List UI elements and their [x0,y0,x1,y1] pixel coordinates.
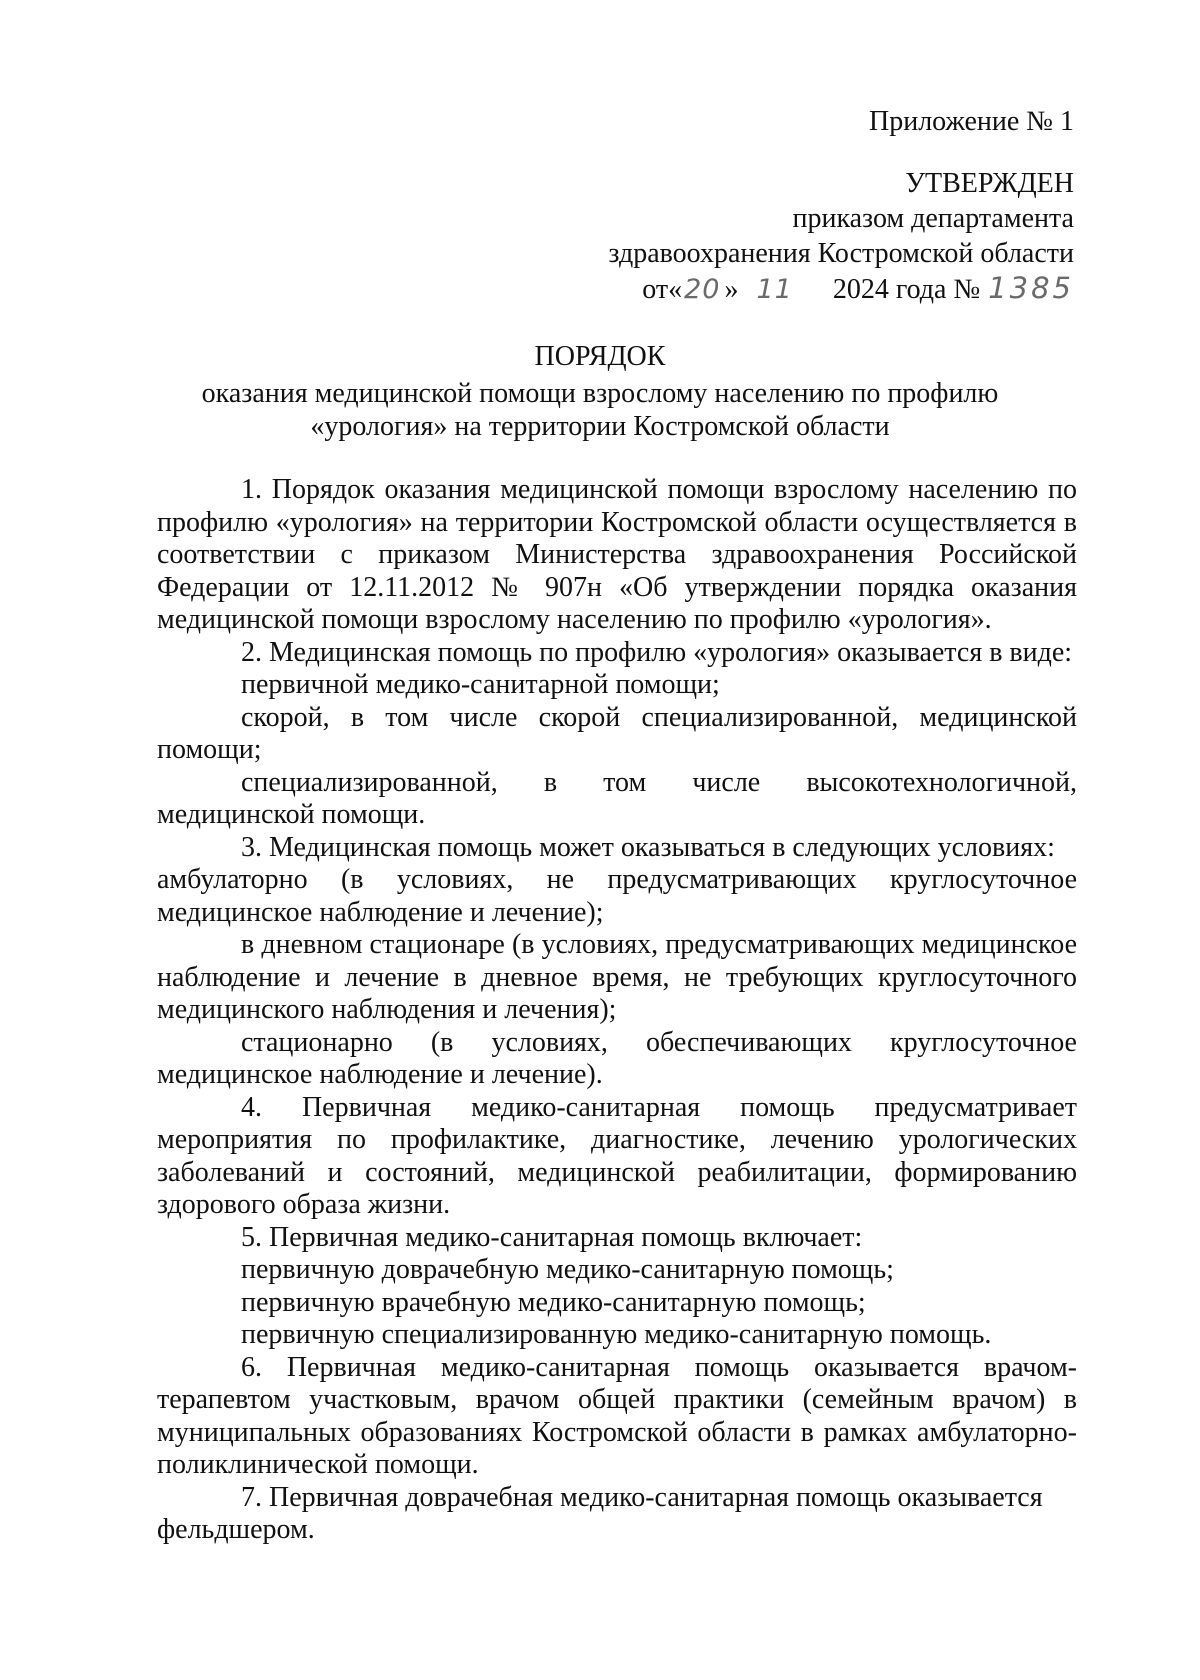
paragraph-3-item-2: в дневном стационаре (в условиях, предусматривающих медицинское наблюдение и лечение в дневное время, не требующих круглосуточного медицинского наблюдения и лечения); [157,929,1077,1025]
date-prefix: от [642,274,669,305]
date-quote-close: » [724,274,739,305]
handwritten-month: 11 [756,274,793,305]
appendix-label: Приложение № 1 [869,106,1074,137]
approved-label: УТВЕРЖДЕН [905,168,1074,199]
order-date-line [608,271,1074,307]
paragraph-3-item-3: стационарно (в условиях, обеспечивающих круглосуточное медицинское наблюдение и лечение). [157,1026,1077,1090]
paragraph-7: 7. Первичная доврачебная медико-санитарная помощь оказывается фельдшером. [157,1481,1043,1545]
handwritten-day: 20 [684,274,721,305]
paragraph-2-item-3: специализированной, в том числе высокотехнологичной, медицинской помощи. [157,766,1077,830]
year-text: 2024 года № [832,274,981,305]
paragraph-6: 6. Первичная медико-санитарная помощь оказывается врачом-терапевтом участковым, врачом общей практики (семейным врачом) в муниципальных образованиях Костромской области в рамках амбулаторно-поликлинической помощи. [157,1351,1077,1480]
order-line-1: приказом департамента [792,203,1074,234]
paragraph-2-item-2: скорой, в том числе скорой специализированной, медицинской помощи; [157,701,1077,765]
paragraph-2-item-1: первичной медико-санитарной помощи; [241,669,720,700]
paragraph-1: 1. Порядок оказания медицинской помощи взрослому населению по профилю «урология» на территории Костромской области осуществляется в соответствии с приказом Министерства здравоохранения Российской Федерации от 12.11.2012 № 907н «Об утверждении порядка оказания медицинской помощи взрослому населению по профилю «урология». [157,474,1077,635]
paragraph-5-item-3: первичную специализированную медико-санитарную помощь. [241,1319,992,1350]
document-title [0,340,1200,443]
order-line-2: здравоохранения Костромской области [608,238,1074,269]
paragraph-3-item-1: амбулаторно (в условиях, не предусматривающих круглосуточное медицинское наблюдение и лечение); [157,864,1077,928]
paragraph-4: 4. Первичная медико-санитарная помощь предусматривает мероприятия по профилактике, диагностике, лечению урологических заболеваний и состояний, медицинской реабилитации, формированию здорового образа жизни. [157,1091,1077,1220]
title-heading: ПОРЯДОК [534,341,666,372]
date-quote-open: « [668,274,683,305]
paragraph-3: 3. Медицинская помощь может оказываться в следующих условиях: [241,831,1055,863]
title-subtitle-line-1: оказания медицинской помощи взрослому населению по профилю [201,378,999,409]
paragraph-5-item-2: первичную врачебную медико-санитарную помощь; [241,1286,866,1318]
approval-header [608,104,1074,307]
paragraph-5-item-1: первичную доврачебную медико-санитарную помощь; [241,1254,894,1285]
document-body [157,474,1077,1547]
paragraph-2: 2. Медицинская помощь по профилю «урология» оказывается в виде: [241,636,1073,668]
paragraph-5: 5. Первичная медико-санитарная помощь включает: [241,1221,863,1253]
title-subtitle-line-2: «урология» на территории Костромской области [310,411,890,442]
handwritten-order-number: 1385 [988,271,1074,305]
